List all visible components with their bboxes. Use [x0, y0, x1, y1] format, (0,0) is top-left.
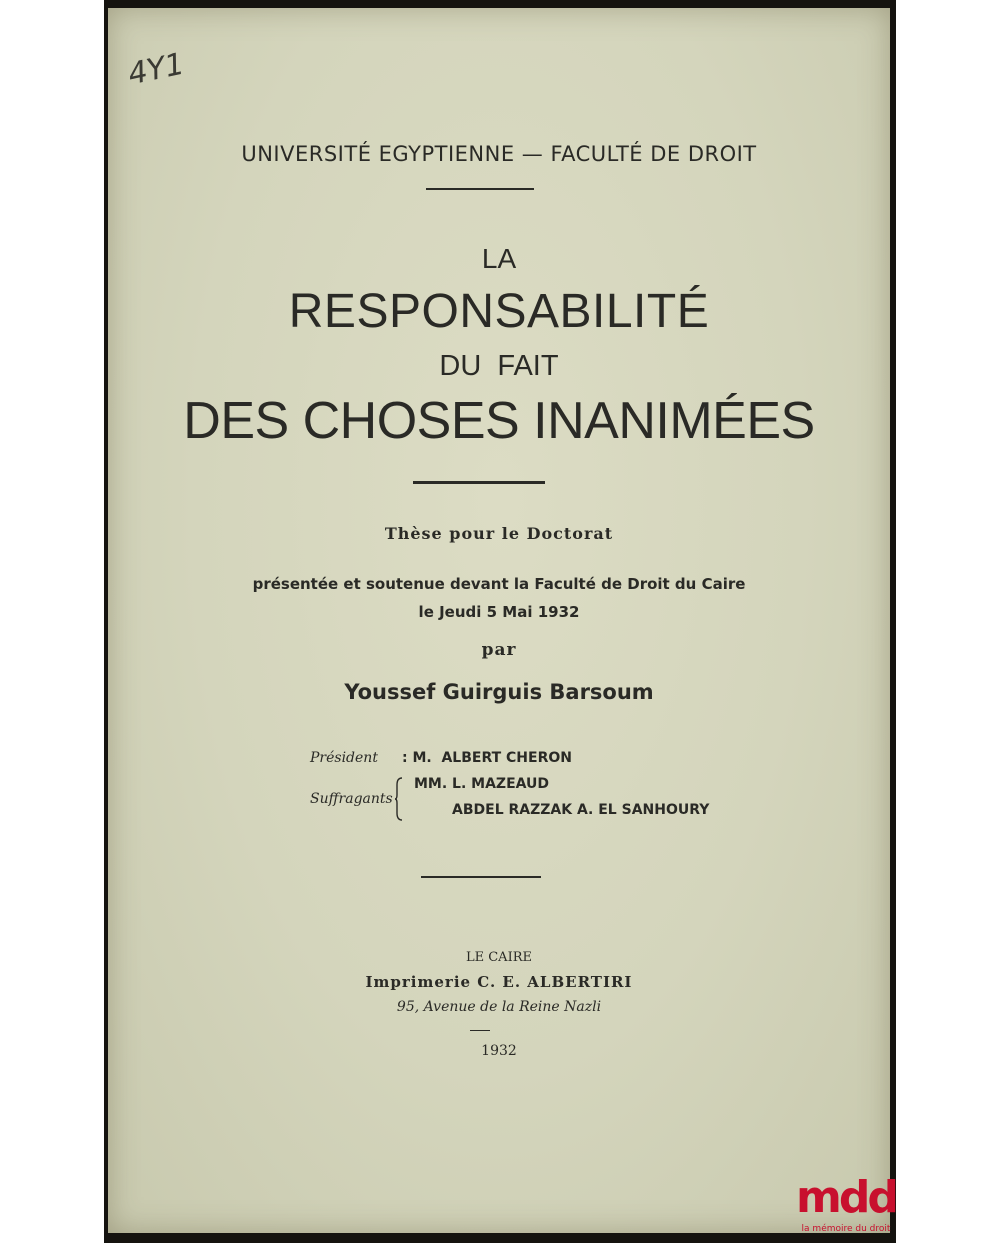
publisher-address: 95, Avenue de la Reine Nazli [396, 999, 602, 1015]
suffragant-2: ABDEL RAZZAK A. EL SANHOURY [452, 802, 710, 818]
presentation-line-2: le Jeudi 5 Mai 1932 [418, 603, 580, 621]
suffragant-1: MM. L. MAZEAUD [414, 776, 550, 792]
par-label: par [481, 640, 517, 660]
publication-year: 1932 [481, 1043, 517, 1059]
divider-title [413, 481, 545, 484]
divider-ornament [421, 876, 541, 878]
divider-top [426, 188, 534, 190]
divider-small [470, 1030, 490, 1031]
author-name: Youssef Guirguis Barsoum [344, 680, 654, 704]
handwritten-mark: 4Y1 [124, 46, 188, 93]
mdd-logo [796, 1172, 896, 1240]
suffragants-label: Suffragants [310, 791, 393, 807]
publisher-printer: Imprimerie C. E. ALBERTIRI [365, 973, 633, 991]
mdd-logo-text: mdd [796, 1172, 896, 1223]
brace-icon [395, 777, 403, 821]
title-line-4: DES CHOSES INANIMÉES [183, 392, 815, 450]
president-value: : M. ALBERT CHERON [402, 750, 572, 766]
title-line-1: LA [481, 243, 517, 274]
publisher-city: LE CAIRE [465, 950, 532, 965]
title-line-3: DU FAIT [439, 350, 559, 382]
presentation-line-1: présentée et soutenue devant la Faculté de Droit du Caire [252, 575, 746, 593]
mdd-logo-tagline: la mémoire du droit [801, 1224, 891, 1234]
thesis-label: Thèse pour le Doctorat [384, 524, 614, 543]
title-line-2: RESPONSABILITÉ [288, 285, 710, 338]
president-label: Président [310, 750, 378, 766]
university-header: UNIVERSITÉ EGYPTIENNE — FACULTÉ DE DROIT [241, 142, 757, 166]
